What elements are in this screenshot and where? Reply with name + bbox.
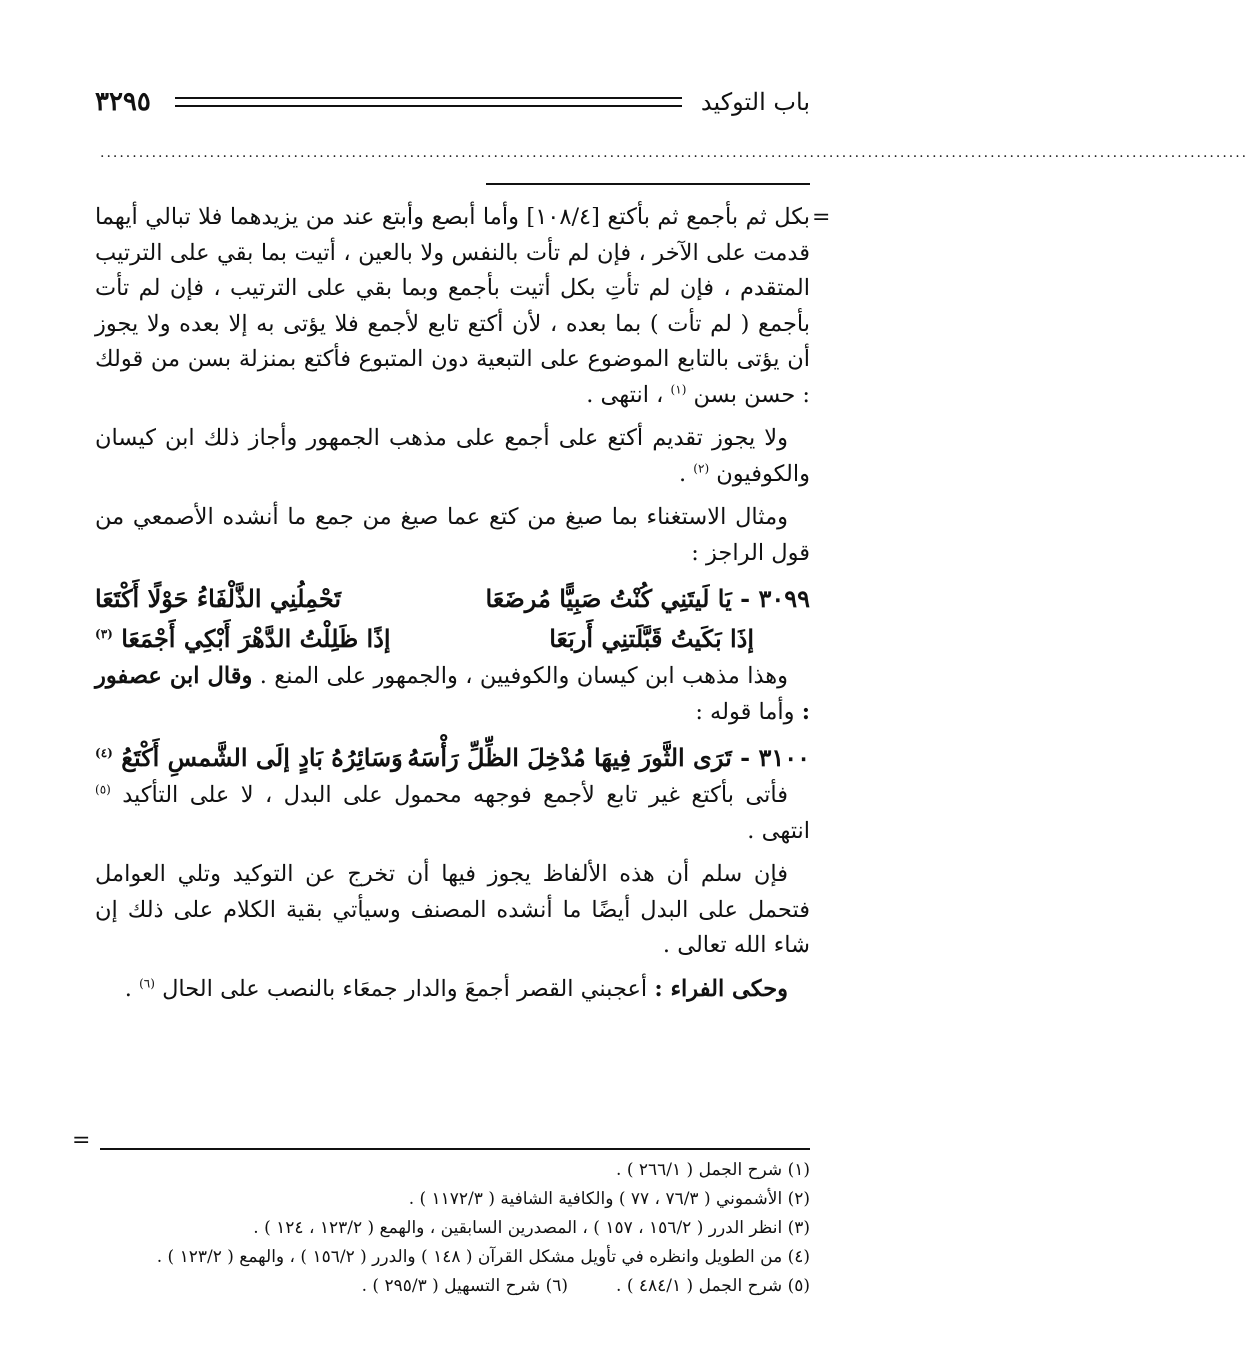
quoted-author: وقال ابن عصفور : bbox=[95, 663, 810, 725]
paragraph-5: فأتى بأكتع غير تابع لأجمع فوجهه محمول على البدل ، لا على التأكيد $^{(٥)}$ انتهى . bbox=[95, 782, 810, 844]
verse-number: ٣١٠٠ - bbox=[740, 743, 810, 772]
footnote-1: (١) شرح الجمل ( ٢٦٦/١ ) . bbox=[616, 1160, 810, 1180]
verse-number: ٣٠٩٩ - bbox=[740, 584, 810, 613]
page-number: ٣٢٩٥ bbox=[95, 87, 151, 117]
verse-hemistich: تَحْمِلُنِي الذَّلْفَاءُ حَوْلًا أَكْتَعَا bbox=[95, 584, 342, 613]
footnote-2: (٢) الأشموني ( ٧٦/٣ ، ٧٧ ) والكافية الشافية ( ١١٧٢/٣ ) . bbox=[408, 1189, 810, 1209]
page-header bbox=[95, 84, 810, 120]
footnote-rule bbox=[100, 1148, 810, 1150]
paragraph-1: بكل ثم بأجمع ثم بأكتع [١٠٨/٤] وأما أبصع وأبتع عند من يزيدهما فلا تبالي أيهما قدمت على الآخر ، فإن لم تأت بالنفس ولا بالعين ، أتيت بما بقي على الترتيب المتقدم ، فإن لم تأتِ بكل أتيت بأجمع وبما بقي على الترتيب ، فإن لم تأت بأجمع ( لم تأت ) بما بعده ، لأن أكتع تابع لأجمع فلا يؤتى به إلا بعده ولا يجوز أن يؤتى بالتابع الموضوع على التبعية دون المتبوع فأكتع بمنزلة بسن من قولك : حسن بسن $^{(١)}$ ، انتهى . bbox=[95, 204, 810, 408]
section-title: باب التوكيد bbox=[700, 88, 810, 116]
continuation-mark-end: = bbox=[72, 1128, 91, 1153]
verse-hemistich: إذًا ظَلِلْتُ الدَّهْرَ أَبْكِي أَجْمَعَا $^{(٣)}$ bbox=[95, 624, 391, 653]
quoted-author: وحكى الفراء : bbox=[654, 975, 788, 1002]
footnote-ref-3[interactable]: (٣) bbox=[95, 627, 113, 641]
footnote-ref-6[interactable]: (٦) bbox=[139, 976, 155, 990]
paragraph-4: وهذا مذهب ابن كيسان والكوفيين ، والجمهور على المنع . وقال ابن عصفور : وأما قوله : bbox=[95, 663, 810, 725]
footnote-3: (٣) انظر الدرر ( ١٥٦/٢ ، ١٥٧ ) ، المصدرين السابقين ، والهمع ( ١٢٣/٢ ، ١٢٤ ) . bbox=[253, 1218, 810, 1238]
verse-hemistich: ٣٠٩٩ - يَا لَيتَنِي كُنْتُ صَبِيًّا مُرضَعَا bbox=[485, 584, 810, 613]
verse-hemistich: ٣١٠٠ - تَرَى الثَّورَ فِيهَا مُدْخِلَ الظِّلِّ رَأْسَهُ bbox=[407, 743, 810, 772]
paragraph-3: ومثال الاستغناء بما صيغ من كتع عما صيغ من جمع ما أنشده الأصمعي من قول الراجز : bbox=[95, 504, 810, 566]
footnote-5: (٥) شرح الجمل ( ٤٨٤/١ ) . bbox=[616, 1276, 810, 1296]
top-rule bbox=[486, 183, 810, 185]
footnote-ref-2[interactable]: (٢) bbox=[693, 461, 710, 475]
continuation-mark-start: = bbox=[812, 205, 831, 230]
footnote-6: (٦) شرح التسهيل ( ٢٩٥/٣ ) . bbox=[361, 1276, 569, 1296]
verse-hemistich: وَسَائِرُهُ بَادٍ إلَى الشَّمسِ أَكْتَعُ $^{(٤)}$ bbox=[95, 743, 403, 772]
footnote-ref-5[interactable]: (٥) bbox=[95, 782, 111, 797]
footnotes bbox=[100, 1156, 810, 1301]
verse-hemistich: إذَا بَكَيتُ قَبَّلَتنِي أَربَعَا bbox=[549, 624, 754, 653]
paragraph-7: وحكى الفراء : أعجبني القصر أجمعَ والدار جمعَاء بالنصب على الحال $^{(٦)}$ . bbox=[124, 975, 788, 1002]
footnote-ref-4[interactable]: (٤) bbox=[95, 746, 113, 760]
verse-3100 bbox=[95, 738, 810, 778]
header-double-rule bbox=[175, 97, 682, 107]
paragraph-2: ولا يجوز تقديم أكتع على أجمع على مذهب الجمهور وأجاز ذلك ابن كيسان والكوفيون $^{(٢)}$ . bbox=[95, 425, 810, 487]
verse-3099-line-1 bbox=[95, 579, 810, 619]
verse-3099-line-2 bbox=[95, 619, 810, 659]
footnote-4: (٤) من الطويل وانظره في تأويل مشكل القرآن ( ١٤٨ ) والدرر ( ١٥٦/٢ ) ، والهمع ( ١٢٣/٢ ) . bbox=[156, 1247, 810, 1267]
footnote-ref-1[interactable]: (١) bbox=[670, 382, 687, 396]
body-text bbox=[95, 200, 810, 1007]
footnote-row bbox=[100, 1272, 810, 1301]
dotted-separator: .................................................................................................................................................................................. bbox=[100, 145, 1248, 161]
paragraph-6: فإن سلم أن هذه الألفاظ يجوز فيها أن تخرج عن التوكيد وتلي العوامل فتحمل على البدل أيضًا ما أنشده المصنف وسيأتي بقية الكلام على ذلك إن شاء الله تعالى . bbox=[95, 861, 810, 958]
